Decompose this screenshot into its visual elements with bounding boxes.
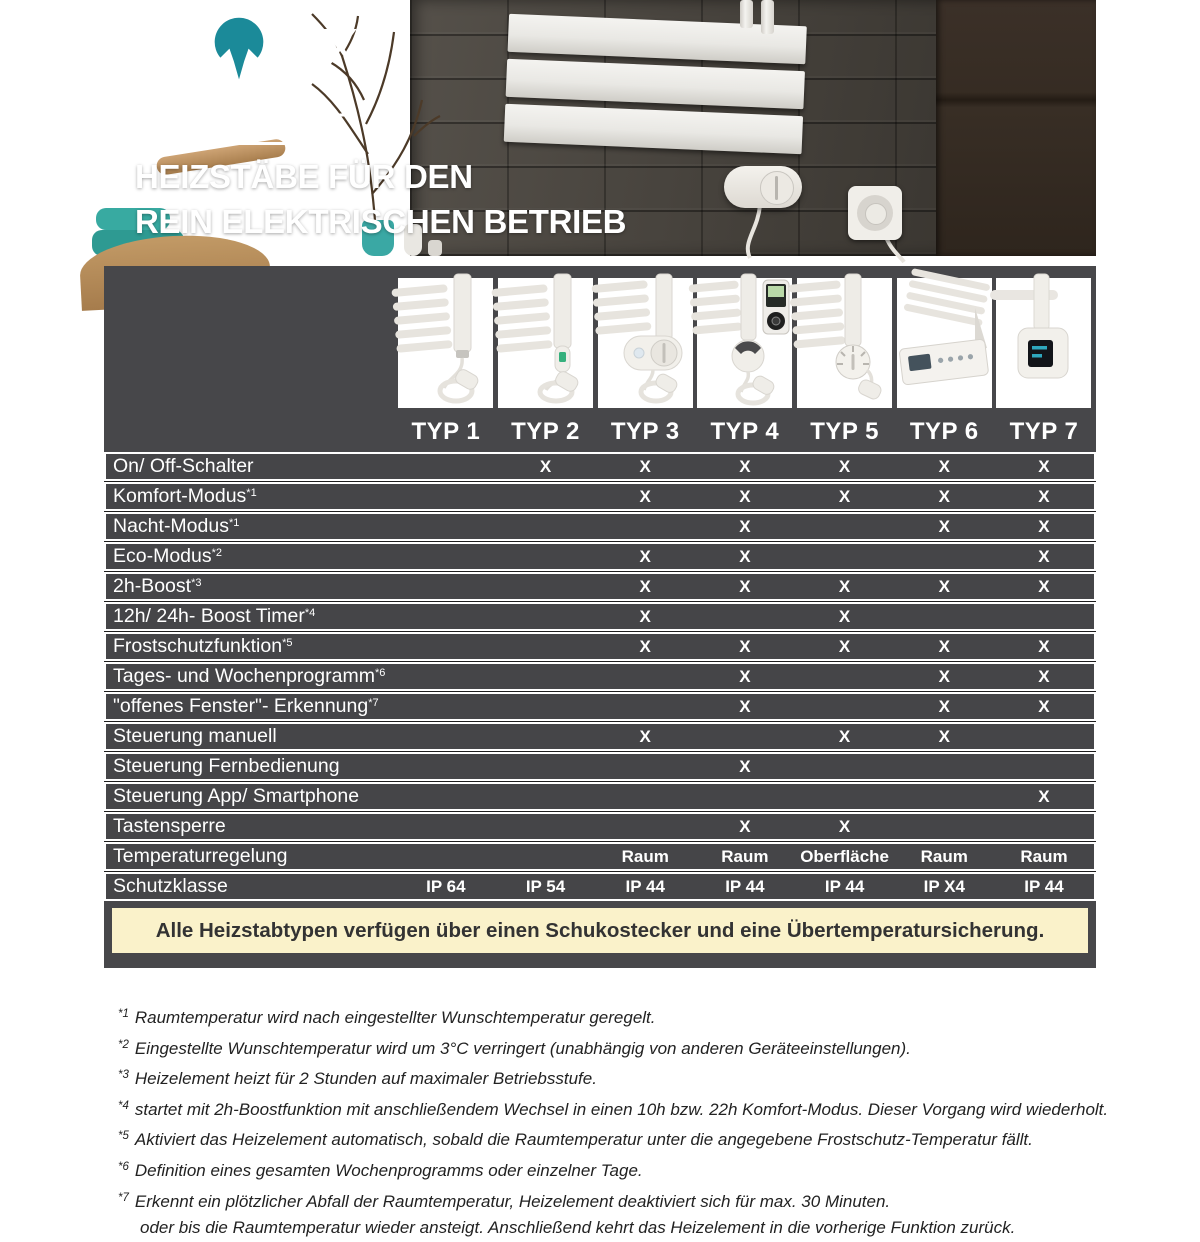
feature-label: Schutzklasse — [113, 875, 228, 897]
hero-title-line1: HEIZSTÄBE FÜR DEN — [135, 158, 473, 195]
feature-cell: IP X4 — [923, 876, 965, 896]
table-row — [104, 692, 1096, 721]
feature-cell: X — [639, 456, 651, 476]
feature-cell: X — [938, 666, 950, 686]
hero-eyebrow: AUSWAHLHILFE — [135, 108, 346, 145]
feature-cell: X — [639, 726, 651, 746]
feature-cell: X — [1038, 636, 1050, 656]
label-superscript: *4 — [304, 607, 316, 619]
column-header: TYP 6 — [909, 418, 979, 445]
feature-cell: X — [739, 636, 751, 656]
feature-cell: X — [838, 486, 851, 506]
feature-cell: X — [938, 576, 950, 596]
column-header: TYP 3 — [610, 418, 680, 445]
label-superscript: *7 — [368, 697, 379, 709]
footnote-marker: *1 — [118, 1008, 129, 1020]
feature-matrix — [104, 452, 1096, 901]
feature-label: 2h-Boost$^{*3}$ — [113, 575, 202, 597]
feature-label: Eco-Modus$^{*2}$ — [113, 545, 223, 567]
table-row — [104, 542, 1096, 571]
table-row — [104, 452, 1096, 481]
table-row — [104, 812, 1096, 841]
table-row — [104, 662, 1096, 691]
column-header: TYP 1 — [411, 418, 481, 445]
feature-cell: X — [1038, 516, 1050, 536]
feature-label: Tages- und Wochenprogramm$^{*6}$ — [113, 665, 386, 687]
product-header-strip — [106, 278, 1094, 446]
feature-cell: X — [938, 696, 950, 716]
feature-cell: X — [539, 456, 552, 476]
table-row — [104, 512, 1096, 541]
feature-cell: X — [938, 726, 950, 746]
feature-cell: X — [739, 546, 751, 566]
table-row — [104, 842, 1096, 871]
feature-cell: X — [739, 516, 751, 536]
hero-text — [135, 108, 626, 244]
feature-cell: Raum — [1020, 846, 1068, 866]
feature-label: Tastensperre — [113, 815, 226, 837]
feature-cell: X — [639, 546, 651, 566]
column-header: TYP 5 — [810, 418, 879, 445]
feature-cell: X — [838, 726, 851, 746]
feature-cell: X — [739, 666, 751, 686]
feature-cell: IP 44 — [625, 876, 665, 896]
feature-cell: Raum — [920, 846, 968, 866]
note-bar: Alle Heizstabtypen verfügen über einen Schukostecker und eine Übertemperatursicherung. — [112, 908, 1088, 953]
feature-cell: IP 44 — [725, 876, 765, 896]
typ-6-product-image — [897, 278, 992, 408]
feature-cell: X — [938, 486, 950, 506]
heating-element-decor — [724, 166, 802, 208]
feature-cell: X — [938, 516, 950, 536]
footnote: $^{*7}$ Erkennt ein plötzlicher Abfall der Raumtemperatur, Heizelement deaktiviert sich für max. 30 Minuten. — [118, 1191, 891, 1211]
feature-label: 12h/ 24h- Boost Timer$^{*4}$ — [113, 605, 316, 627]
footnote: $^{*5}$ Aktiviert das Heizelement automatisch, sobald die Raumtemperatur unter die angegebene Frostschutz-Temperatur fällt. — [118, 1130, 1033, 1150]
label-superscript: *1 — [228, 517, 240, 529]
label-superscript: *2 — [211, 547, 223, 559]
wall-outlet-decor — [848, 186, 902, 240]
feature-label: Frostschutzfunktion$^{*5}$ — [113, 635, 293, 657]
footnote: $^{*3}$ Heizelement heizt für 2 Stunden auf maximaler Betriebsstufe. — [118, 1069, 597, 1089]
feature-cell: X — [838, 606, 851, 626]
table-row — [104, 482, 1096, 511]
footnote-marker: *2 — [118, 1038, 129, 1051]
feature-cell: X — [739, 486, 751, 506]
footnote: $^{*1}$ Raumtemperatur wird nach eingestellter Wunschtemperatur geregelt. — [118, 1008, 656, 1027]
footnote-marker: *3 — [118, 1069, 129, 1082]
feature-cell: IP 44 — [1024, 876, 1064, 896]
feature-label: On/ Off-Schalter — [113, 455, 254, 477]
hero-title-line2: REIN ELEKTRISCHEN BETRIEB — [135, 203, 627, 240]
footnote: oder bis die Raumtemperatur wieder ansteigt. Anschließend kehrt das Heizelement in die vorherige Funktion zurück. — [140, 1218, 1016, 1238]
ximax-logo — [134, 16, 372, 82]
feature-label: Steuerung Fernbedienung — [113, 755, 340, 777]
feature-cell: IP 44 — [824, 876, 865, 896]
dial-decor — [760, 171, 794, 205]
logo-text-post: AX — [269, 16, 372, 81]
label-superscript: *1 — [246, 487, 257, 499]
feature-cell: X — [838, 576, 851, 596]
feature-cell: X — [838, 816, 851, 836]
feature-cell: X — [739, 696, 751, 716]
feature-cell: IP 64 — [426, 876, 466, 896]
typ-5-product-image — [797, 278, 892, 408]
feature-cell: X — [838, 636, 851, 656]
feature-cell: X — [1038, 666, 1050, 686]
feature-cell: X — [639, 636, 651, 656]
column-header: TYP 2 — [511, 418, 580, 445]
feature-cell: X — [1038, 576, 1050, 596]
typ-7-product-image — [996, 278, 1091, 408]
table-row — [104, 782, 1096, 811]
feature-cell: Raum — [621, 846, 669, 866]
feature-cell: X — [639, 606, 651, 626]
footnote-marker: *6 — [118, 1160, 129, 1173]
feature-cell: X — [1038, 456, 1050, 476]
feature-cell: X — [639, 576, 651, 596]
label-superscript: *3 — [191, 577, 202, 589]
footnote: $^{*2}$ Eingestellte Wunschtemperatur wird um 3°C verringert (unabhängig von anderen Geräteeinstellungen). — [118, 1038, 911, 1058]
feature-cell: Raum — [721, 846, 769, 866]
table-row — [104, 722, 1096, 751]
feature-label: Steuerung App/ Smartphone — [113, 785, 360, 807]
footnotes — [118, 1001, 1128, 1242]
feature-cell: X — [1038, 696, 1050, 716]
feature-cell: X — [938, 636, 950, 656]
logo-text-pre: XI — [134, 16, 214, 81]
feature-cell: X — [739, 756, 751, 776]
label-superscript: *5 — [282, 637, 293, 649]
column-header: TYP 4 — [710, 418, 780, 445]
typ-3-product-image — [598, 278, 693, 408]
table-row — [104, 572, 1096, 601]
footnote-marker: *5 — [118, 1130, 129, 1143]
footnote-marker: *4 — [118, 1099, 129, 1112]
feature-cell: X — [838, 456, 851, 476]
feature-label: Komfort-Modus$^{*1}$ — [113, 485, 257, 507]
column-header: TYP 7 — [1009, 418, 1079, 445]
footnote: $^{*4}$ startet mit 2h-Boostfunktion mit anschließendem Wechsel in einen 10h bzw. 22h Komfort-Modus. Dieser Vorgang wird wiederholt. — [118, 1099, 1109, 1119]
feature-label: Nacht-Modus$^{*1}$ — [113, 515, 240, 537]
table-row — [104, 752, 1096, 781]
feature-label: Temperaturregelung — [113, 845, 288, 867]
footnote: $^{*6}$ Definition eines gesamten Wochenprogramms oder einzelner Tage. — [118, 1160, 643, 1180]
typ-2-product-image — [498, 278, 593, 408]
comparison-table — [104, 266, 1096, 968]
feature-cell: X — [1038, 486, 1050, 506]
feature-cell: X — [639, 486, 651, 506]
hero-photo — [104, 0, 1096, 256]
feature-cell: Oberfläche — [800, 846, 889, 866]
feature-cell: IP 54 — [525, 876, 566, 896]
label-superscript: *6 — [374, 667, 386, 679]
feature-cell: X — [739, 816, 751, 836]
footnote-marker: *7 — [118, 1191, 129, 1204]
table-row — [104, 632, 1096, 661]
feature-cell: X — [1038, 546, 1050, 566]
feature-cell: X — [739, 576, 751, 596]
table-row — [104, 602, 1096, 631]
feature-cell: X — [938, 456, 950, 476]
feature-label: Steuerung manuell — [113, 725, 277, 747]
typ-1-product-image — [398, 278, 493, 408]
feature-label: "offenes Fenster"- Erkennung$^{*7}$ — [113, 695, 379, 717]
table-row — [104, 872, 1096, 901]
ximax-logo-m-icon — [210, 16, 268, 82]
feature-cell: X — [1038, 786, 1050, 806]
typ-4-product-image — [697, 278, 792, 408]
feature-cell: X — [739, 456, 751, 476]
